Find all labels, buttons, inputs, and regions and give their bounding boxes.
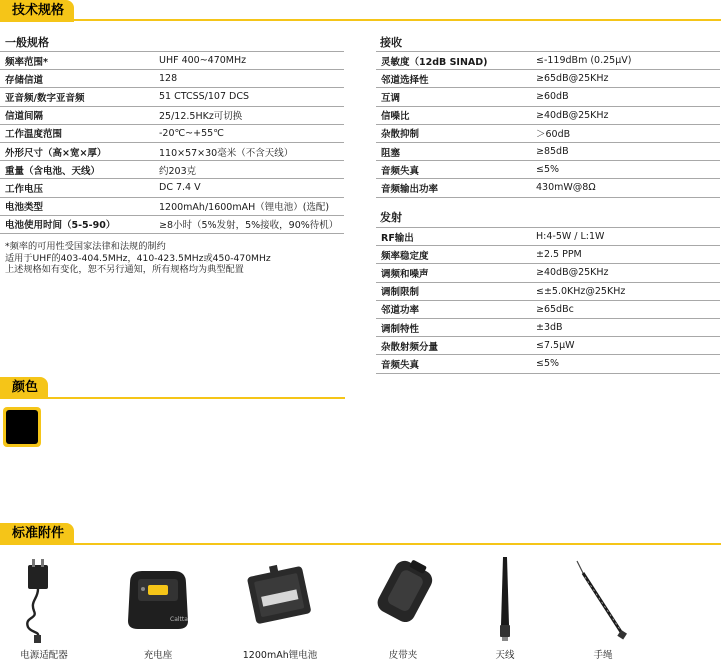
spec-key: 杂散射频分量 xyxy=(376,337,531,355)
spec-row xyxy=(376,318,720,336)
spec-value: 25/12.5HKz可切换 xyxy=(154,106,344,124)
accessory-belt-clip xyxy=(353,555,453,659)
spec-value: ±3dB xyxy=(531,318,720,336)
accessory-battery xyxy=(230,555,330,659)
spec-key: 频率范围* xyxy=(0,52,154,70)
spec-row xyxy=(376,228,720,246)
spec-value: ≥65dBc xyxy=(531,300,720,318)
spec-key: 互调 xyxy=(376,88,531,106)
spec-row xyxy=(376,142,720,160)
spec-value: ≤5% xyxy=(531,355,720,373)
spec-value: ≥40dB@25KHz xyxy=(531,106,720,124)
accessory-power-adapter xyxy=(0,555,94,659)
spec-key: 调频和噪声 xyxy=(376,264,531,282)
spec-row xyxy=(0,215,344,233)
spec-key: 音频失真 xyxy=(376,355,531,373)
spec-row xyxy=(0,88,344,106)
section-divider-accessories xyxy=(0,543,721,545)
spec-row xyxy=(0,52,344,70)
section-tab-color: 颜色 xyxy=(0,377,48,399)
spec-value: ≥60dB xyxy=(531,88,720,106)
spec-value: 110×57×30毫米（不含天线） xyxy=(154,142,344,160)
spec-row xyxy=(376,300,720,318)
accessory-antenna xyxy=(455,555,555,659)
spec-key: 信道间隔 xyxy=(0,106,154,124)
spec-row xyxy=(376,88,720,106)
spec-value: 51 CTCSS/107 DCS xyxy=(154,88,344,106)
spec-value: DC 7.4 V xyxy=(154,179,344,197)
spec-row xyxy=(376,355,720,373)
spec-value: ≥85dB xyxy=(531,142,720,160)
spec-value: ≤-119dBm (0.25μV) xyxy=(531,52,720,70)
general-specs-title: 一般规格 xyxy=(5,36,49,49)
accessory-label: 天线 xyxy=(495,650,515,659)
spec-key: 重量（含电池、天线） xyxy=(0,161,154,179)
spec-row xyxy=(0,70,344,88)
charger-base-icon xyxy=(108,555,208,645)
spec-key: 工作电压 xyxy=(0,179,154,197)
spec-key: 杂散抑制 xyxy=(376,124,531,142)
spec-value: UHF 400~470MHz xyxy=(154,52,344,70)
spec-value: ±2.5 PPM xyxy=(531,246,720,264)
spec-value: 1200mAh/1600mAH（锂电池）(选配) xyxy=(154,197,344,215)
spec-key: 调制特性 xyxy=(376,318,531,336)
antenna-icon xyxy=(455,555,555,645)
general-specs-table xyxy=(0,51,344,234)
accessory-charger-base xyxy=(108,555,208,659)
spec-key: 阻塞 xyxy=(376,142,531,160)
spec-row xyxy=(376,70,720,88)
spec-value: ＞60dB xyxy=(531,124,720,142)
spec-key: 邻道选择性 xyxy=(376,70,531,88)
power-adapter-icon xyxy=(0,555,94,645)
spec-row xyxy=(0,197,344,215)
spec-key: 电池类型 xyxy=(0,197,154,215)
spec-key: 信噪比 xyxy=(376,106,531,124)
battery-icon xyxy=(230,555,330,645)
spec-row xyxy=(0,142,344,160)
transmit-specs-title: 发射 xyxy=(380,211,402,224)
spec-note: 上述规格如有变化，恕不另行通知，所有规格均为典型配置 xyxy=(5,264,244,275)
spec-value: H:4-5W / L:1W xyxy=(531,228,720,246)
spec-notes xyxy=(5,241,271,276)
spec-row xyxy=(0,161,344,179)
spec-row xyxy=(376,282,720,300)
hand-strap-icon xyxy=(553,555,653,645)
transmit-specs-table xyxy=(376,227,720,374)
spec-row xyxy=(376,52,720,70)
accessory-label: 电源适配器 xyxy=(20,650,68,659)
spec-row xyxy=(376,179,720,197)
spec-value: 128 xyxy=(154,70,344,88)
spec-note: 适用于UHF的403-404.5MHz，410-423.5MHz或450-470MHz xyxy=(5,252,271,264)
accessory-label: 1200mAh锂电池 xyxy=(242,650,318,659)
receive-specs-table xyxy=(376,51,720,198)
spec-key: 存储信道 xyxy=(0,70,154,88)
receive-specs-title: 接收 xyxy=(380,36,402,49)
section-divider-color xyxy=(0,397,345,399)
spec-value: 430mW@8Ω xyxy=(531,179,720,197)
spec-key: RF输出 xyxy=(376,228,531,246)
spec-value: ≥8小时（5%发射，5%接收，90%待机） xyxy=(154,215,344,233)
spec-row xyxy=(376,124,720,142)
color-swatch-frame xyxy=(3,407,41,447)
spec-value: ≤5% xyxy=(531,161,720,179)
spec-value: ≥40dB@25KHz xyxy=(531,264,720,282)
spec-value: ≤7.5μW xyxy=(531,337,720,355)
belt-clip-icon xyxy=(353,555,453,645)
spec-row xyxy=(376,264,720,282)
spec-value: ≤±5.0KHz@25KHz xyxy=(531,282,720,300)
section-tab-tech-specs: 技术规格 xyxy=(0,0,74,22)
charger-brand-label: Caltta xyxy=(170,616,188,623)
spec-key: 音频输出功率 xyxy=(376,179,531,197)
spec-note: *频率的可用性受国家法律和法规的制约 xyxy=(5,241,166,252)
spec-row xyxy=(376,161,720,179)
spec-row xyxy=(376,337,720,355)
spec-key: 工作温度范围 xyxy=(0,124,154,142)
spec-key: 音频失真 xyxy=(376,161,531,179)
accessory-label: 皮带夹 xyxy=(388,650,418,659)
spec-key: 外形尺寸（高×宽×厚） xyxy=(0,142,154,160)
spec-key: 灵敏度（12dB SINAD) xyxy=(376,52,531,70)
spec-key: 亚音频/数字亚音频 xyxy=(0,88,154,106)
spec-row xyxy=(0,106,344,124)
spec-value: -20℃~+55℃ xyxy=(154,124,344,142)
spec-row xyxy=(376,106,720,124)
section-tab-accessories: 标准附件 xyxy=(0,523,74,545)
spec-key: 调制限制 xyxy=(376,282,531,300)
spec-row xyxy=(0,179,344,197)
color-swatch-black xyxy=(6,410,38,444)
spec-value: 约203克 xyxy=(154,161,344,179)
spec-row xyxy=(0,124,344,142)
spec-row xyxy=(376,246,720,264)
spec-key: 频率稳定度 xyxy=(376,246,531,264)
accessory-hand-strap xyxy=(553,555,653,659)
spec-key: 邻道功率 xyxy=(376,300,531,318)
accessory-label: 充电座 xyxy=(143,650,173,659)
spec-key: 电池使用时间（5-5-90） xyxy=(0,215,154,233)
accessory-label: 手绳 xyxy=(593,650,613,659)
spec-value: ≥65dB@25KHz xyxy=(531,70,720,88)
section-divider-tech-specs xyxy=(0,19,721,21)
